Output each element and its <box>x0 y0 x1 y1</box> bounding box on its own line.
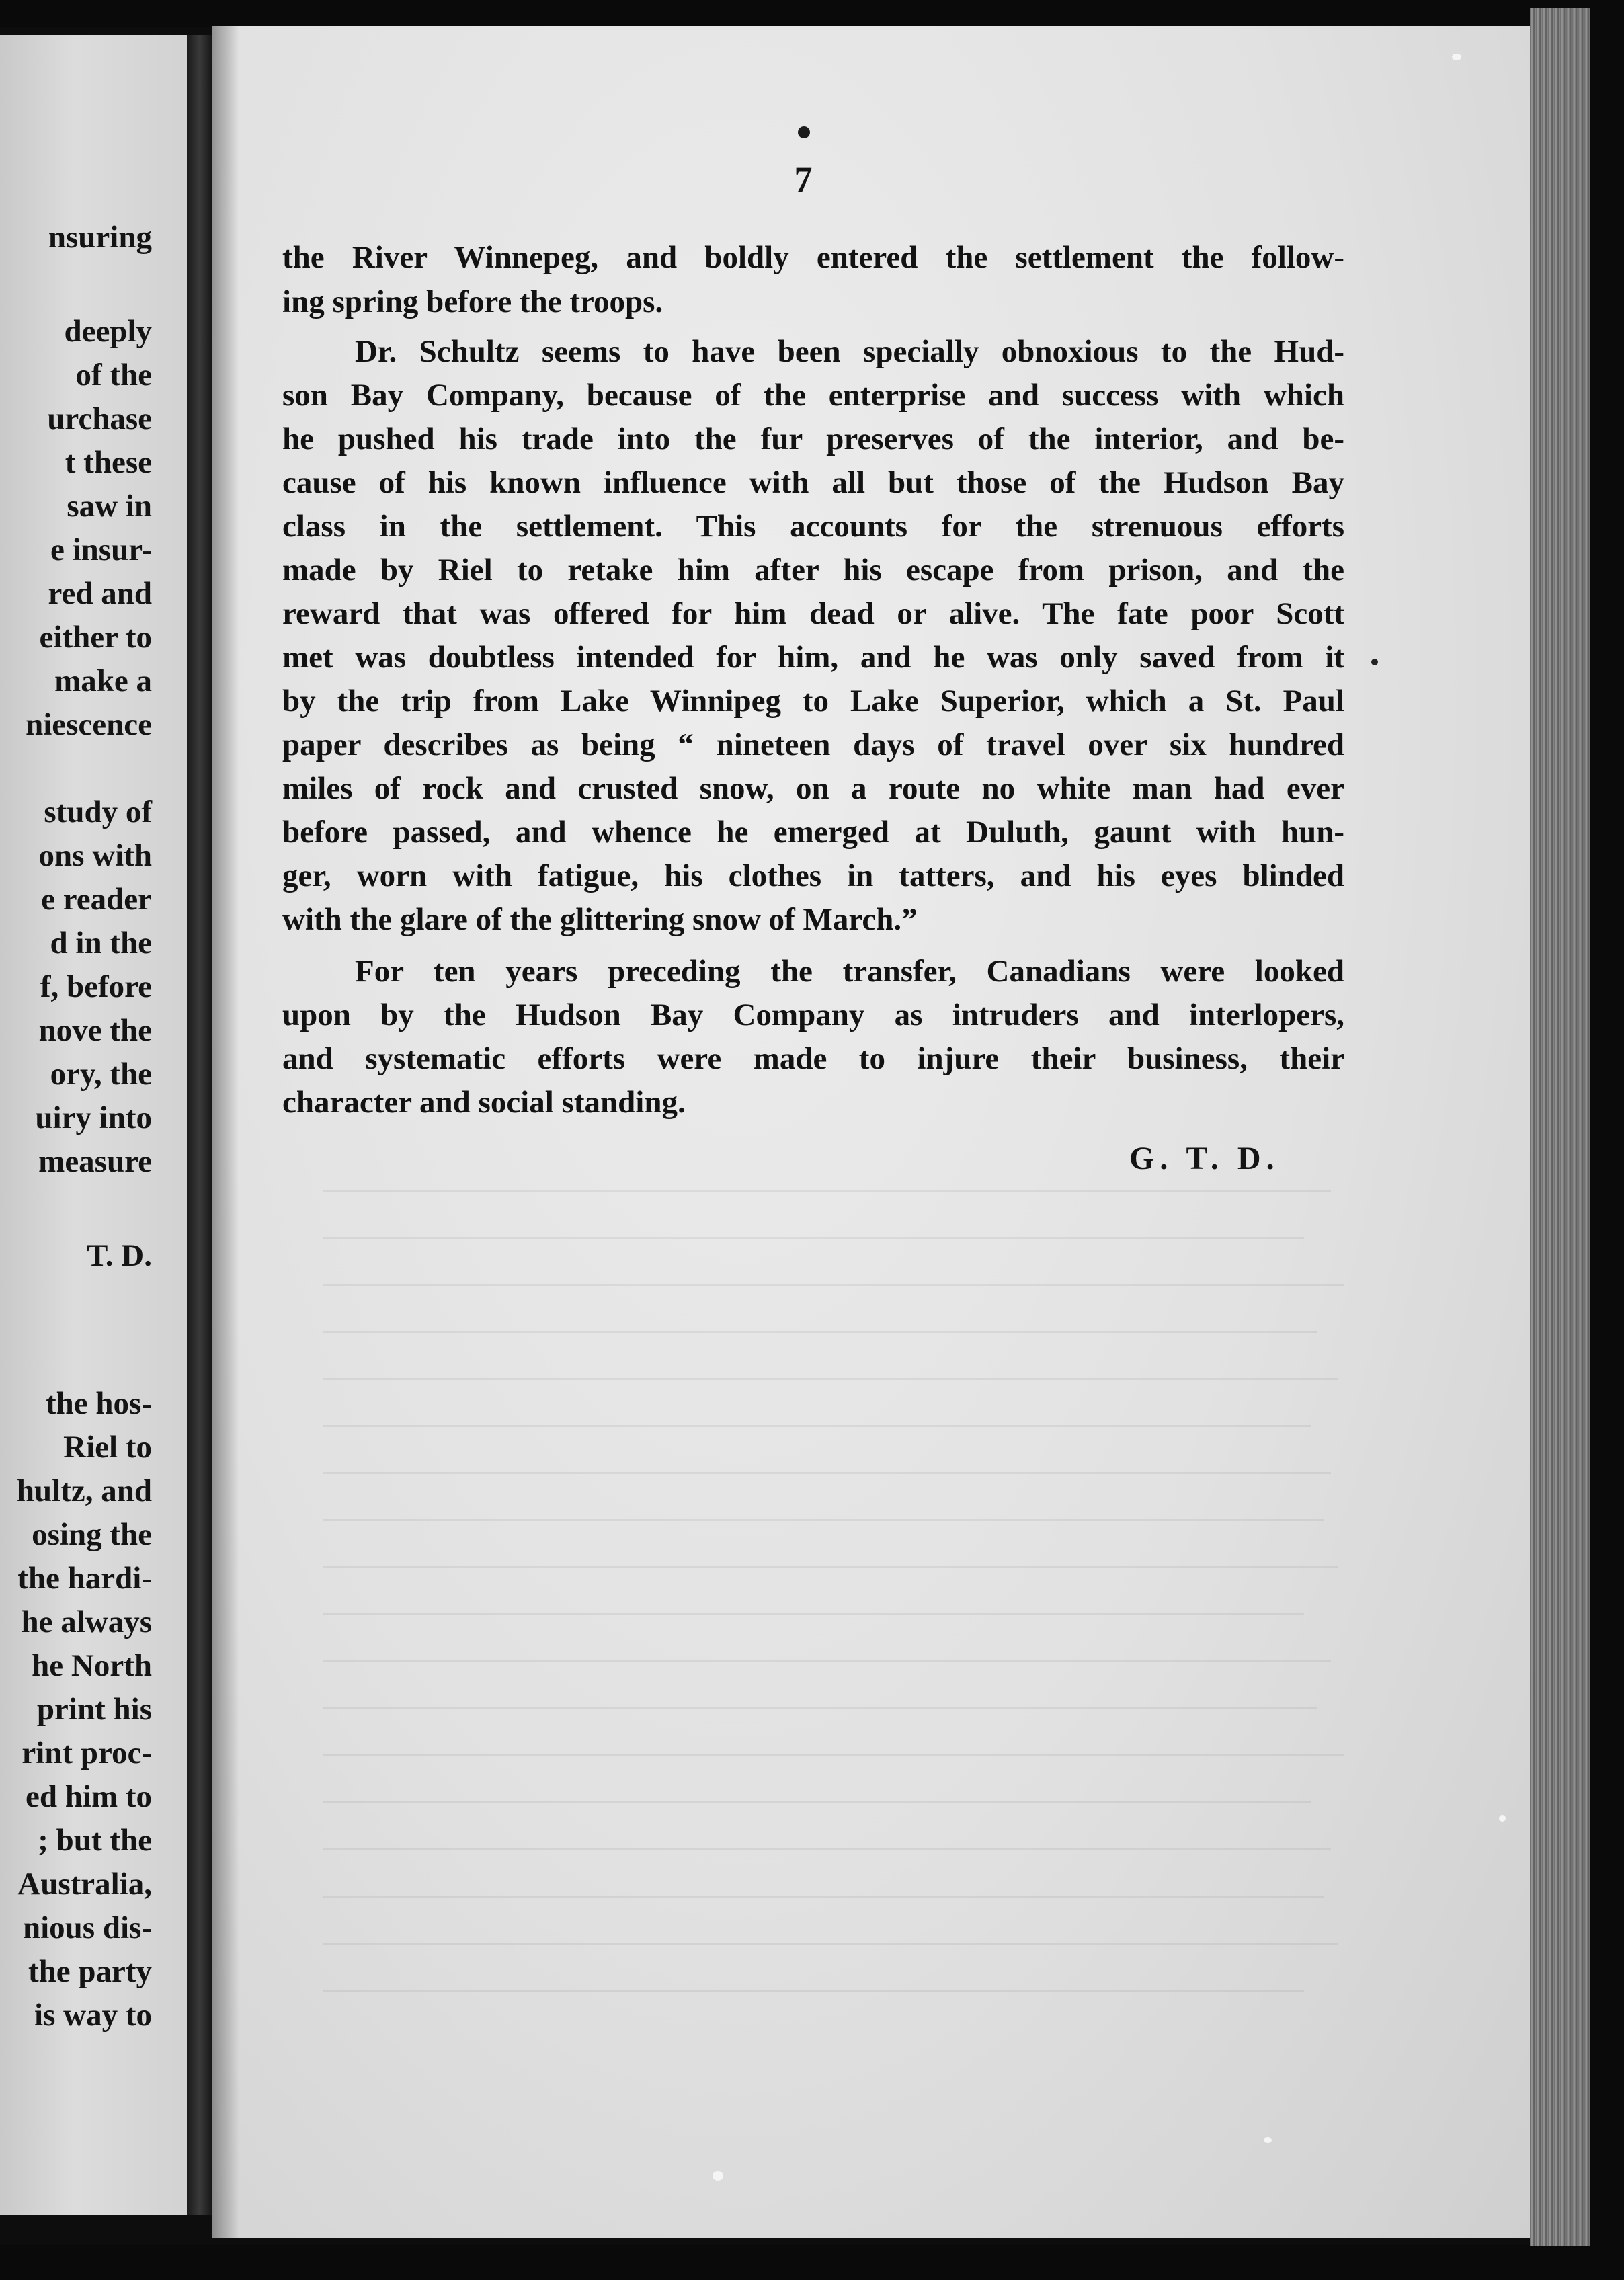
left-page-line-fragment: uiry into <box>35 1100 152 1135</box>
left-page-line-fragment: either to <box>39 620 152 655</box>
left-page-line-fragment: nious dis- <box>22 1910 152 1945</box>
left-page-line-fragment: ed him to <box>26 1779 152 1814</box>
page-mark-dot <box>798 126 810 138</box>
bleed-through <box>323 1566 1338 1568</box>
left-page-line-fragment: measure <box>38 1144 152 1179</box>
dust-speck <box>1499 1815 1506 1822</box>
left-page-line-fragment: red and <box>48 576 152 611</box>
left-page-line-fragment: the hos- <box>46 1386 152 1421</box>
left-page-line-fragment: saw in <box>67 489 152 524</box>
left-page-line-fragment: rint proc- <box>22 1736 152 1770</box>
text-line: paper describes as being “ nineteen days of travel over six hundred <box>282 727 1344 762</box>
signature-initials: G. T. D. <box>1129 1141 1280 1176</box>
text-line: before passed, and whence he emerged at Duluth, gaunt with hun- <box>282 815 1344 850</box>
text-line: upon by the Hudson Bay Company as intruders and interlopers, <box>282 998 1344 1032</box>
scan-border-top <box>0 0 1624 27</box>
text-line: ing spring before the troops. <box>282 284 663 319</box>
left-page-line-fragment: d in the <box>50 926 152 961</box>
bleed-through <box>323 1190 1331 1192</box>
left-page-line-fragment: deeply <box>64 314 152 349</box>
text-line: and systematic efforts were made to injure their business, their <box>282 1041 1344 1076</box>
bleed-through <box>323 1378 1338 1380</box>
dust-speck <box>1264 2138 1272 2143</box>
text-line: Dr. Schultz seems to have been specially obnoxious to the Hud- <box>355 334 1344 369</box>
bleed-through <box>323 1472 1331 1474</box>
dust-speck <box>1452 54 1461 60</box>
bleed-through <box>323 1613 1304 1615</box>
text-line: cause of his known influence with all but those of the Hudson Bay <box>282 465 1344 500</box>
left-page-line-fragment: T. D. <box>86 1238 152 1273</box>
text-line: For ten years preceding the transfer, Canadians were looked <box>355 954 1344 989</box>
bleed-through <box>323 1754 1344 1756</box>
bleed-through <box>323 1707 1317 1709</box>
left-facing-page <box>0 35 187 2215</box>
bleed-through <box>323 1331 1317 1333</box>
left-page-line-fragment: study of <box>44 795 152 829</box>
text-line: reward that was offered for him dead or alive. The fate poor Scott <box>282 596 1344 631</box>
text-line: the River Winnepeg, and boldly entered the settlement the follow- <box>282 240 1344 275</box>
bleed-through <box>323 1943 1338 1945</box>
page-stack-edge <box>1530 8 1590 2246</box>
left-page-line-fragment: Riel to <box>63 1430 152 1465</box>
left-page-line-fragment: make a <box>54 663 152 698</box>
left-page-line-fragment: ; but the <box>38 1823 152 1858</box>
left-page-line-fragment: ory, the <box>50 1057 152 1092</box>
left-page-line-fragment: Australia, <box>17 1867 152 1902</box>
text-line: met was doubtless intended for him, and he was only saved from it <box>282 640 1344 675</box>
text-line: he pushed his trade into the fur preserves of the interior, and be- <box>282 421 1344 456</box>
page-edge-shadow <box>212 26 239 2238</box>
bleed-through <box>323 1425 1311 1427</box>
text-line: with the glare of the glittering snow of March.” <box>282 902 918 937</box>
text-line: character and social standing. <box>282 1085 686 1120</box>
bleed-through <box>323 1896 1324 1898</box>
scan-border-right <box>1590 0 1624 2280</box>
text-line: class in the settlement. This accounts for the strenuous efforts <box>282 509 1344 544</box>
left-page-line-fragment: the party <box>28 1954 152 1989</box>
left-page-line-fragment: he always <box>21 1604 152 1639</box>
bleed-through <box>323 1237 1304 1239</box>
bleed-through <box>323 1990 1304 1992</box>
bleed-through <box>323 1284 1344 1286</box>
left-page-line-fragment: e insur- <box>50 532 152 567</box>
left-page-line-fragment: nove the <box>38 1013 152 1048</box>
left-page-line-fragment: t these <box>65 445 152 480</box>
text-line: ger, worn with fatigue, his clothes in tatters, and his eyes blinded <box>282 858 1344 893</box>
left-page-line-fragment: he North <box>32 1648 152 1683</box>
text-line: by the trip from Lake Winnipeg to Lake Superior, which a St. Paul <box>282 684 1344 719</box>
bleed-through <box>323 1801 1311 1803</box>
scan-border-bottom <box>0 2245 1624 2280</box>
bleed-through <box>323 1848 1331 1850</box>
dust-speck <box>1371 659 1378 665</box>
left-page-line-fragment: nsuring <box>48 220 152 255</box>
text-line: made by Riel to retake him after his escape from prison, and the <box>282 553 1344 587</box>
left-page-line-fragment: the hardi- <box>17 1561 152 1596</box>
page-number: 7 <box>794 159 813 200</box>
left-page-line-fragment: of the <box>75 358 152 393</box>
bleed-through <box>323 1660 1331 1662</box>
left-page-line-fragment: ons with <box>38 838 152 873</box>
left-page-line-fragment: urchase <box>47 401 152 436</box>
binding-gutter <box>187 35 212 2215</box>
bleed-through <box>323 1519 1324 1521</box>
left-page-line-fragment: f, before <box>40 969 152 1004</box>
left-page-line-fragment: osing the <box>32 1517 152 1552</box>
text-line: son Bay Company, because of the enterprise and success with which <box>282 378 1344 413</box>
text-line: miles of rock and crusted snow, on a route no white man had ever <box>282 771 1344 806</box>
left-page-line-fragment: e reader <box>41 882 152 917</box>
left-page-line-fragment: print his <box>36 1692 152 1727</box>
left-page-line-fragment: is way to <box>34 1998 152 2033</box>
left-page-line-fragment: niescence <box>26 707 152 742</box>
dust-speck <box>713 2171 723 2181</box>
left-page-line-fragment: hultz, and <box>16 1473 152 1508</box>
